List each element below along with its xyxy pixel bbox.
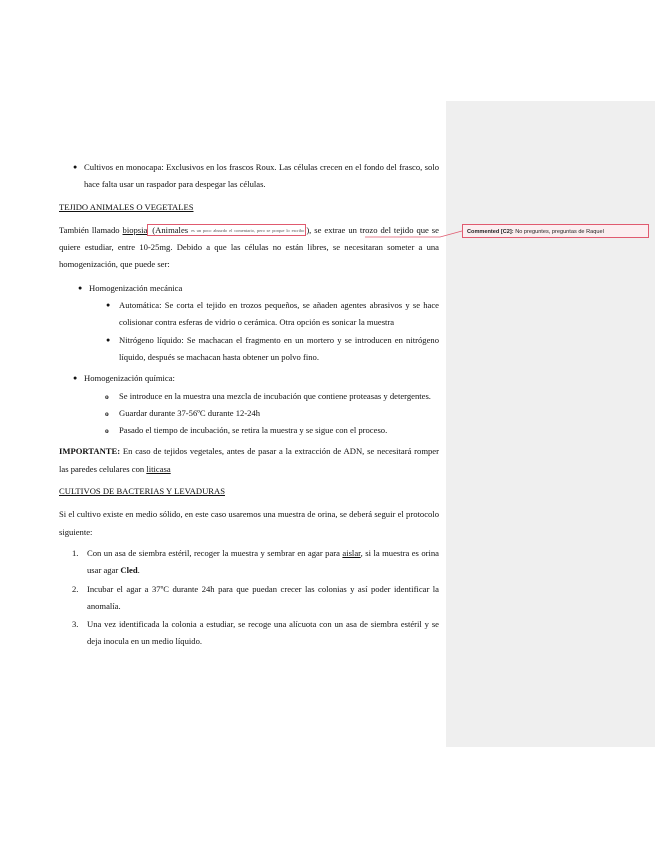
comment-balloon[interactable] xyxy=(462,224,649,238)
comment-anchor[interactable]: (Animales es un poco absurdo el comentario, pero se porque lo escribo xyxy=(149,224,305,235)
list-item: ● Nitrógeno líquido: Se machacan el fragmento en un mortero y se introducen en nitrógeno líquido, después se machacan hasta obtener un polvo fino. xyxy=(59,332,439,367)
comment-text: No preguntes, preguntas de Raquel xyxy=(515,229,604,235)
section-heading: TEJIDO ANIMALES O VEGETALES xyxy=(59,201,194,212)
numbered-item: 2. Incubar el agar a 37ºC durante 24h para que puedan crecer las colonias y así poder identificar la anomalía. xyxy=(72,583,439,611)
paragraph: Si el cultivo existe en medio sólido, en este caso usaremos una muestra de orina, se deberá seguir el protocolo siguiente: xyxy=(59,509,439,537)
list-item: ● Automática: Se corta el tejido en trozos pequeños, se añaden agentes abrasivos y se hace colisionar contra esferas de vidrio o cerámica. Otra opción es sonicar la muestra xyxy=(59,297,439,332)
bullet-icon: ● xyxy=(73,163,78,171)
bullet-icon: ● xyxy=(106,301,111,310)
list-item: ● Homogenización mecánica xyxy=(59,280,439,297)
paragraph: También llamado biopsia (Animales es un poco absurdo el comentario, pero se porque lo escribo ), se extrae un trozo del tejido que se quiere estudiar, entre 10-25mg. Debido a que las células no están libres, se necesitaran someter a una homogenización, que puede ser: xyxy=(59,224,439,270)
list-item: o Se introduce en la muestra una mezcla de incubación que contiene proteasas y detergentes. xyxy=(59,388,439,405)
circle-bullet-icon: o xyxy=(105,391,109,401)
list-item: o Pasado el tiempo de incubación, se retira la muestra y se sigue con el proceso. xyxy=(59,422,439,439)
numbered-item: 1. Con un asa de siembra estéril, recoger la muestra y sembrar en agar para aislar, si la muestra es orina usar agar Cled. xyxy=(72,547,439,576)
bullet-icon: ● xyxy=(78,283,83,292)
list-item: o Guardar durante 37-56ºC durante 12-24h xyxy=(59,405,439,422)
list-item: ● Cultivos en monocapa: Exclusivos en los frascos Roux. Las células crecen en el fondo del frasco, solo hace falta usar un raspador para despegar las células. xyxy=(59,159,439,194)
section-heading: CULTIVOS DE BACTERIAS Y LEVADURAS xyxy=(59,486,225,497)
bullet-icon: ● xyxy=(106,335,111,344)
underlined-term: liticasa xyxy=(146,463,171,474)
comment-label: Commented [C2]: xyxy=(467,229,514,235)
underlined-term: biopsia xyxy=(122,224,148,235)
paragraph: IMPORTANTE: En caso de tejidos vegetales, antes de pasar a la extracción de ADN, se necesitará romper las paredes celulares con liticasa xyxy=(59,446,439,474)
list-item: ● Homogenización química: xyxy=(59,370,439,387)
inline-comment: es un poco absurdo el comentario, pero se porque lo escribo xyxy=(191,227,305,233)
underlined-term: aislar xyxy=(342,547,361,558)
document-body xyxy=(59,159,439,652)
bullet-icon: ● xyxy=(73,374,78,383)
numbered-item: 3. Una vez identificada la colonia a estudiar, se recoge una alícuota con un asa de siembra estéril y se deja inocula en un medio líquido. xyxy=(72,619,439,647)
circle-bullet-icon: o xyxy=(105,408,109,418)
circle-bullet-icon: o xyxy=(105,426,109,436)
